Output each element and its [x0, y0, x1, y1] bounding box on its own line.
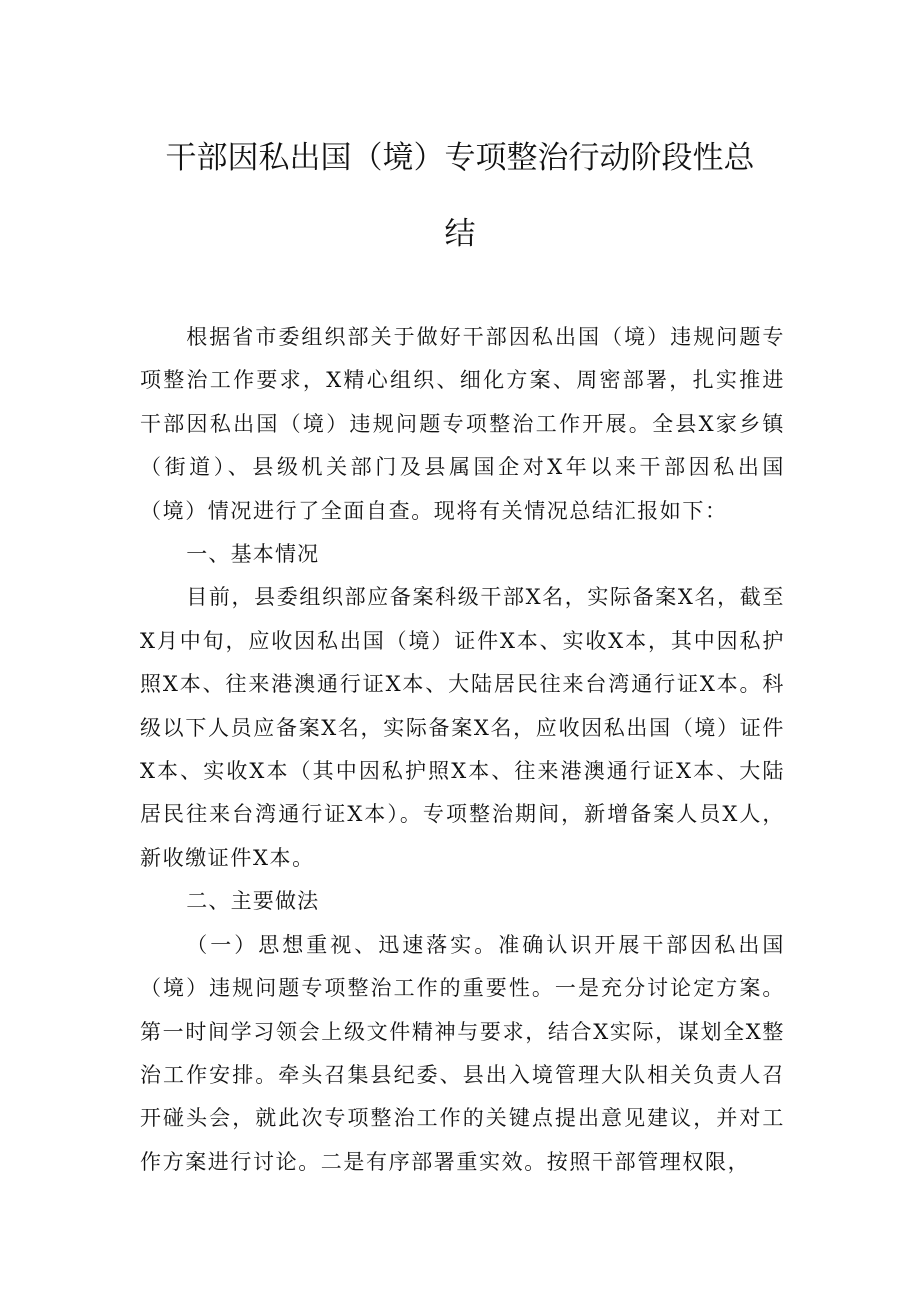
- document-title-line-2: 结: [444, 216, 476, 252]
- document-title-line-1: 干部因私出国（境）专项整治行动阶段性总: [165, 140, 755, 176]
- section-heading-basic-situation: 一、基本情况: [186, 542, 320, 567]
- basic-situation-paragraph: 目前，县委组织部应备案科级干部X名，实际备案X名，截至X月中旬，应收因私出国（境）证件X本、实收X本，其中因私护照X本、往来港澳通行证X本、大陆居民往来台湾通行证X本。科级以下人员应备案X名，实际备案X名，应收因私出国（境）证件X本、实收X本（其中因私护照X本、往来港澳通行证X本、大陆居民往来台湾通行证X本）。专项整治期间，新增备案人员X人，新收缴证件X本。: [140, 585, 785, 870]
- section-heading-main-practices: 二、主要做法: [186, 889, 320, 914]
- intro-paragraph: 根据省市委组织部关于做好干部因私出国（境）违规问题专项整治工作要求，X精心组织、细化方案、周密部署，扎实推进干部因私出国（境）违规问题专项整治工作开展。全县X家乡镇（街道）、县级机关部门及县属国企对X年以来干部因私出国（境）情况进行了全面自查。现将有关情况总结汇报如下：: [140, 325, 785, 523]
- document-body: [140, 316, 785, 1184]
- main-practices-paragraph: （一）思想重视、迅速落实。准确认识开展干部因私出国（境）违规问题专项整治工作的重要性。一是充分讨论定方案。第一时间学习领会上级文件精神与要求，结合X实际，谋划全X整治工作安排。牵头召集县纪委、县出入境管理大队相关负责人召开碰头会，就此次专项整治工作的关键点提出意见建议，并对工作方案进行讨论。二是有序部署重实效。按照干部管理权限，: [140, 932, 785, 1174]
